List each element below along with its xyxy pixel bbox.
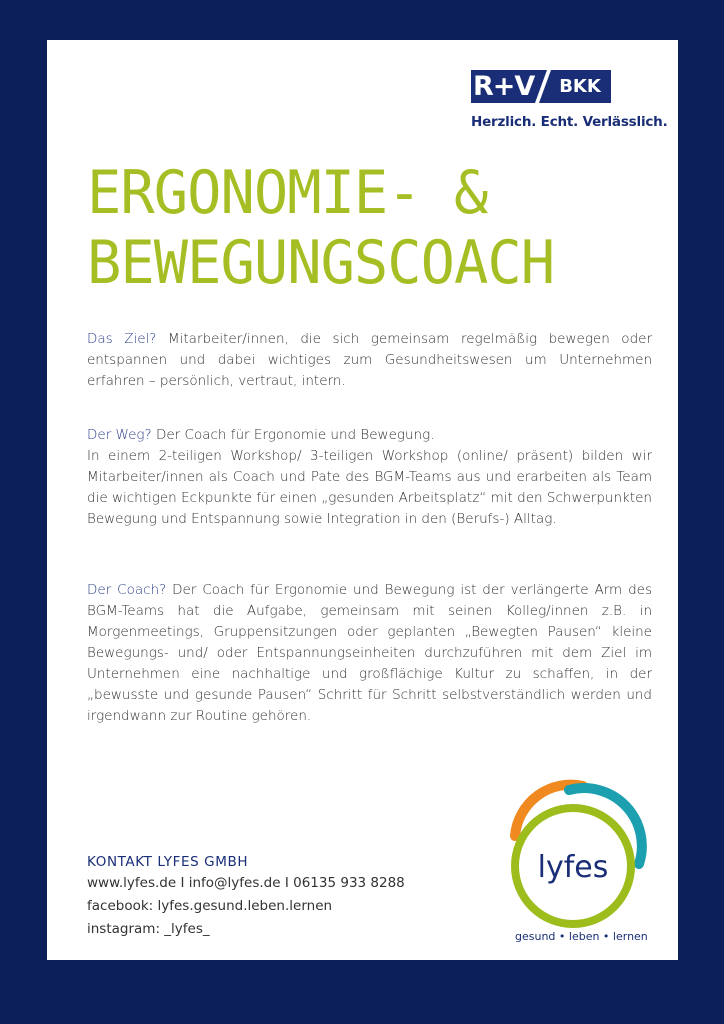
flyer-page xyxy=(47,40,678,960)
section-weg-text-1: Der Coach für Ergonomie und Bewegung. xyxy=(151,427,435,443)
lyfes-rings-icon xyxy=(509,774,649,930)
lyfes-tagline: gesund • leben • lernen xyxy=(515,930,648,943)
contact-instagram: instagram: _lyfes_ xyxy=(87,921,210,937)
section-ziel-lead: Das Ziel? xyxy=(87,331,157,347)
title-line-1: ERGONOMIE- & xyxy=(87,158,488,228)
section-ziel-text: Mitarbeiter/innen, die sich gemeinsam regelmäßig bewegen oder entspannen und dabei wichtiges zum Gesundheitswesen um Unternehmen erfahren – persönlich, vertraut, intern. xyxy=(87,331,652,389)
section-weg xyxy=(87,425,652,530)
contact-block xyxy=(87,852,507,941)
logo-tagline: Herzlich. Echt. Verlässlich. xyxy=(471,114,668,130)
section-coach xyxy=(87,580,652,727)
section-weg-text-2: In einem 2-teiligen Workshop/ 3-teiligen Workshop (online/ präsent) bilden wir Mitarbeiter/innen als Coach und Pate des BGM-Teams aus und erarbeiten als Team die wichtigen Eckpunkte für einen „gesunden Arbeitsplatz“ mit den Schwerpunkten Bewegung und Entspannung sowie Integration in den (Berufs-) Alltag. xyxy=(87,448,652,527)
section-weg-lead: Der Weg? xyxy=(87,427,152,443)
logo-rv-text: R+V xyxy=(473,71,535,102)
rv-bkk-logo xyxy=(471,70,667,134)
contact-title: KONTAKT LYFES GMBH xyxy=(87,854,249,870)
section-coach-text: Der Coach für Ergonomie und Bewegung ist der verlängerte Arm des BGM-Teams hat die Aufgabe, gemeinsam mit seinen Kolleg/innen z.B. in Morgenmeetings, Gruppensitzungen oder geplanten „Bewegten Pausen“ kleine Bewegungs- und/ oder Entspannungseinheiten durchzuführen mit dem Ziel im Unternehmen eine nachhaltige und großflächige Kultur zu schaffen, in der „bewusste und gesunde Pausen“ Schritt für Schritt selbstverständlich werden und irgendwann zur Routine gehören. xyxy=(87,582,652,724)
lyfes-wordmark: lyfes xyxy=(537,850,609,885)
logo-bkk-text: BKK xyxy=(559,76,601,97)
contact-web-email-phone: www.lyfes.de I info@lyfes.de I 06135 933 8288 xyxy=(87,875,405,891)
section-ziel xyxy=(87,329,652,392)
section-coach-lead: Der Coach? xyxy=(87,582,167,598)
lyfes-logo xyxy=(509,774,649,954)
contact-facebook: facebook: lyfes.gesund.leben.lernen xyxy=(87,898,333,914)
page-title xyxy=(87,158,638,298)
title-line-2: BEWEGUNGSCOACH xyxy=(87,228,555,298)
